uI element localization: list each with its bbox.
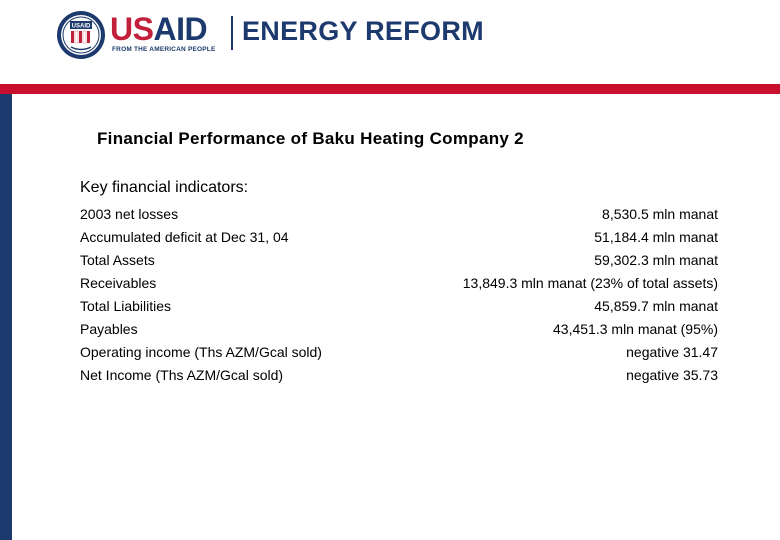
indicator-row	[80, 295, 718, 318]
indicator-value: negative 31.47	[626, 344, 718, 360]
indicator-value: 45,859.7 mln manat	[594, 298, 718, 314]
indicator-label: Total Liabilities	[80, 298, 172, 314]
indicator-row	[80, 203, 718, 226]
indicator-label: Total Assets	[80, 252, 155, 268]
indicator-value: negative 35.73	[626, 367, 718, 383]
slide-title: Financial Performance of Baku Heating Company 2	[97, 129, 524, 148]
indicator-row	[80, 318, 718, 341]
wordmark-us: US	[110, 11, 154, 47]
indicator-row	[80, 341, 718, 364]
indicator-label: Payables	[80, 321, 138, 337]
indicator-value: 43,451.3 mln manat (95%)	[553, 321, 718, 337]
seal-text: USAID	[71, 23, 91, 30]
header	[0, 0, 780, 84]
indicator-label: Operating income (Ths AZM/Gcal sold)	[80, 344, 322, 360]
top-accent-bar	[0, 84, 780, 94]
tagline: FROM THE AMERICAN PEOPLE	[112, 46, 216, 53]
usaid-wordmark	[110, 12, 207, 46]
indicator-row	[80, 249, 718, 272]
indicator-value: 51,184.4 mln manat	[594, 229, 718, 245]
indicator-value: 59,302.3 mln manat	[594, 252, 718, 268]
indicator-row	[80, 272, 718, 295]
header-divider	[231, 16, 233, 50]
indicator-label: Receivables	[80, 275, 157, 291]
indicator-row	[80, 364, 718, 387]
indicators-table	[80, 203, 718, 387]
indicator-label: 2003 net losses	[80, 206, 179, 222]
indicator-label: Net Income (Ths AZM/Gcal sold)	[80, 367, 284, 383]
indicator-value: 8,530.5 mln manat	[602, 206, 718, 222]
indicator-row	[80, 226, 718, 249]
program-name: ENERGY REFORM	[242, 16, 484, 46]
indicator-value: 13,849.3 mln manat (23% of total assets)	[462, 275, 718, 291]
usaid-seal-icon	[56, 10, 106, 60]
indicator-label: Accumulated deficit at Dec 31, 04	[80, 229, 289, 245]
wordmark-aid: AID	[153, 11, 208, 47]
section-heading: Key financial indicators:	[80, 179, 249, 196]
side-accent-bar	[0, 94, 12, 540]
